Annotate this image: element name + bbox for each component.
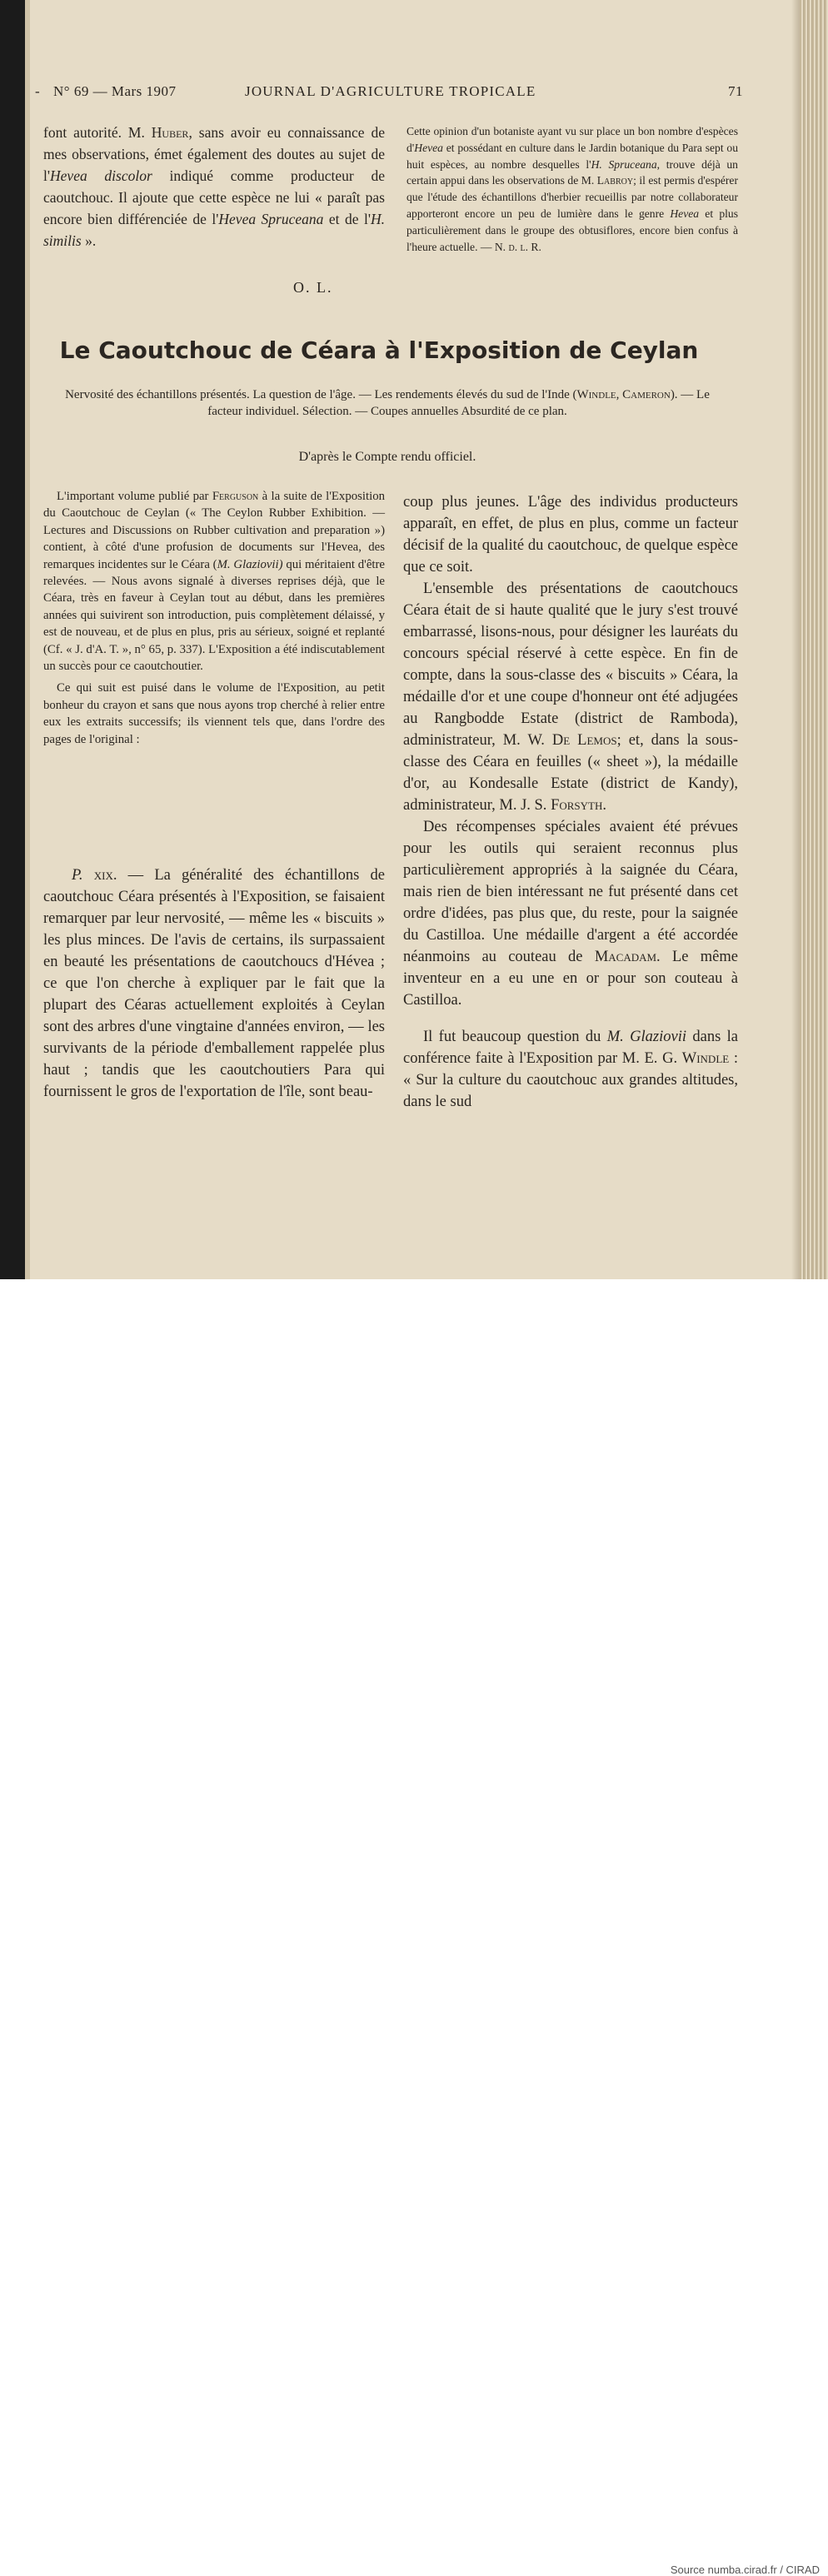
- previous-article-ending: font autorité. M. Huber, sans avoir eu connaissance de mes observations, émet également des doutes au sujet de l'Hevea discolor indiqué comme producteur de caoutchouc. Il ajoute que cette espèce ne lui « paraît pas encore bien différenciée de l'Hevea Spruceana et de l'H. similis ».: [43, 124, 386, 249]
- article-summary: Nervosité des échantillons présentés. La question de l'âge. — Les rendements élevés du sud de l'Inde (Windle, Cameron). — Le facteur individuel. Sélection. — Coupes annuelles Absurdité de ce plan.: [65, 388, 710, 418]
- intro-paragraph-2: Ce qui suit est puisé dans le volume de l'Exposition, au petit bonheur du crayon et sans que nous ayons trop cherché à relier entre eux les extraits successifs; ils viennent tels que, dans l'ordre des pages de l'original :: [43, 681, 385, 746]
- journal-name: JOURNAL D'AGRICULTURE TROPICALE: [245, 83, 536, 99]
- right-paragraph-4: Il fut beaucoup question du M. Glaziovii dans la conférence faite à l'Exposition par M. E. G. Windle : « Sur la culture du caoutchouc aux grandes altitudes, dans le sud: [403, 1029, 739, 1110]
- issue-date: N° 69 — Mars 1907: [53, 83, 177, 99]
- margin-mark: -: [35, 83, 41, 99]
- page-number: 71: [728, 83, 743, 99]
- intro-paragraph-1: L'important volume publié par Ferguson à la suite de l'Exposition du Caoutchouc de Ceylan (« The Ceylon Rubber Exhibition. — Lectures and Discussions on Rubber cultivation and preparation ») contient, à côté d'une profusion de documents sur l'Hevea, des remarques incidentes sur le Céara (M. Glaziovii) qui méritaient d'être relevées. — Nous avons signalé à diverses reprises déjà, que le Céara, très en faveur à Ceylan tout au début, dans les premières années qui suivirent son introduction, puis complètement délaissé, y est de nouveau, et de plus en plus, pris au sérieux, soigné et replanté (Cf. « J. d'A. T. », n° 65, p. 337). L'Exposition a été indiscutablement un succès pour ce caoutchoutier.: [43, 490, 386, 674]
- intro-text: [43, 488, 385, 748]
- source-credit: Source numba.cirad.fr / CIRAD: [670, 2564, 820, 2576]
- right-paragraph-2: L'ensemble des présentations de caoutchoucs Céara était de si haute qualité que le jury s'est trouvé embarrassé, lisons-nous, pour désigner les lauréats du concours spécial réservé à cette espèce. En fin de compte, dans la sous-classe des « biscuits » Céara, la médaille d'or et une coupe d'honneur ont été adjugées au Rangbodde Estate (district de Ramboda), administrateur, M. W. De Lemos; et, dans la sous-classe des Céara en feuilles (« sheet »), la médaille d'or, au Kondesalle Estate (district de Kandy), administrateur, M. J. S. Forsyth.: [403, 580, 738, 814]
- page-curl-shadow: [791, 0, 800, 1304]
- article-title: Le Caoutchouc de Céara à l'Exposition de Ceylan: [59, 336, 699, 364]
- source-line: D'après le Compte rendu officiel.: [298, 450, 476, 464]
- footer-strip: [0, 1279, 828, 2576]
- author-huber: Huber: [151, 124, 189, 141]
- signature: O. L.: [293, 279, 333, 296]
- right-paragraph-1: coup plus jeunes. L'âge des individus producteurs apparaît, en effet, de plus en plus, comme un facteur décisif de la qualité du caoutchouc, de quelque espèce que ce soit.: [403, 494, 738, 575]
- extract-p-xix: P. xix. — La généralité des échantillons de caoutchouc Céara présentés à l'Exposition, se faisaient remarquer par leur nervosité, — même les « biscuits » les plus minces. De l'avis de certains, ils surpassaient en beauté les présentations de caoutchoucs d'Hévea ; ce que l'on cherche à expliquer par le fait que la plupart des Céaras actuellement exploités à Ceylan sont des arbres d'une vingtaine d'années environ, — les survivants de la période d'emballement rappelée plus haut ; tandis que les caoutchoutiers Para qui fournissent le gros de l'exportation de l'île, sont beau-: [43, 867, 386, 1100]
- right-column: [403, 491, 738, 1113]
- page-stack-edge: [800, 0, 828, 1304]
- running-header: [35, 83, 743, 105]
- book-binding-edge: [0, 0, 25, 1304]
- editor-note: Cette opinion d'un botaniste ayant vu sur place un bon nombre d'espèces d'Hevea et possédant en culture dans le Jardin botanique du Para sept ou huit espèces, au nombre desquelles l'H. Spruceana, trouve déjà un certain appui dans les observations de M. Labroy; il est permis d'espérer que l'étude des échantillons d'herbier recueillis par notre collaborateur apporteront encore un peu de lumière dans le genre Hevea et plus particulièrement dans le groupe des obtusiflores, encore bien confus à l'heure actuelle. — N. d. l. R.: [407, 125, 738, 253]
- right-paragraph-3: Des récompenses spéciales avaient été prévues pour les outils qui seraient reconnus plus particulièrement appropriés à la saignée du Céara, mais rien de bien intéressant ne fut présenté dans cet ordre d'idées, pas plus que, du reste, pour la saignée du Castilloa. Une médaille d'argent a été accordée néanmoins au couteau de Macadam. Le même inventeur en a eu une en or pour son couteau à Castilloa.: [403, 819, 738, 1009]
